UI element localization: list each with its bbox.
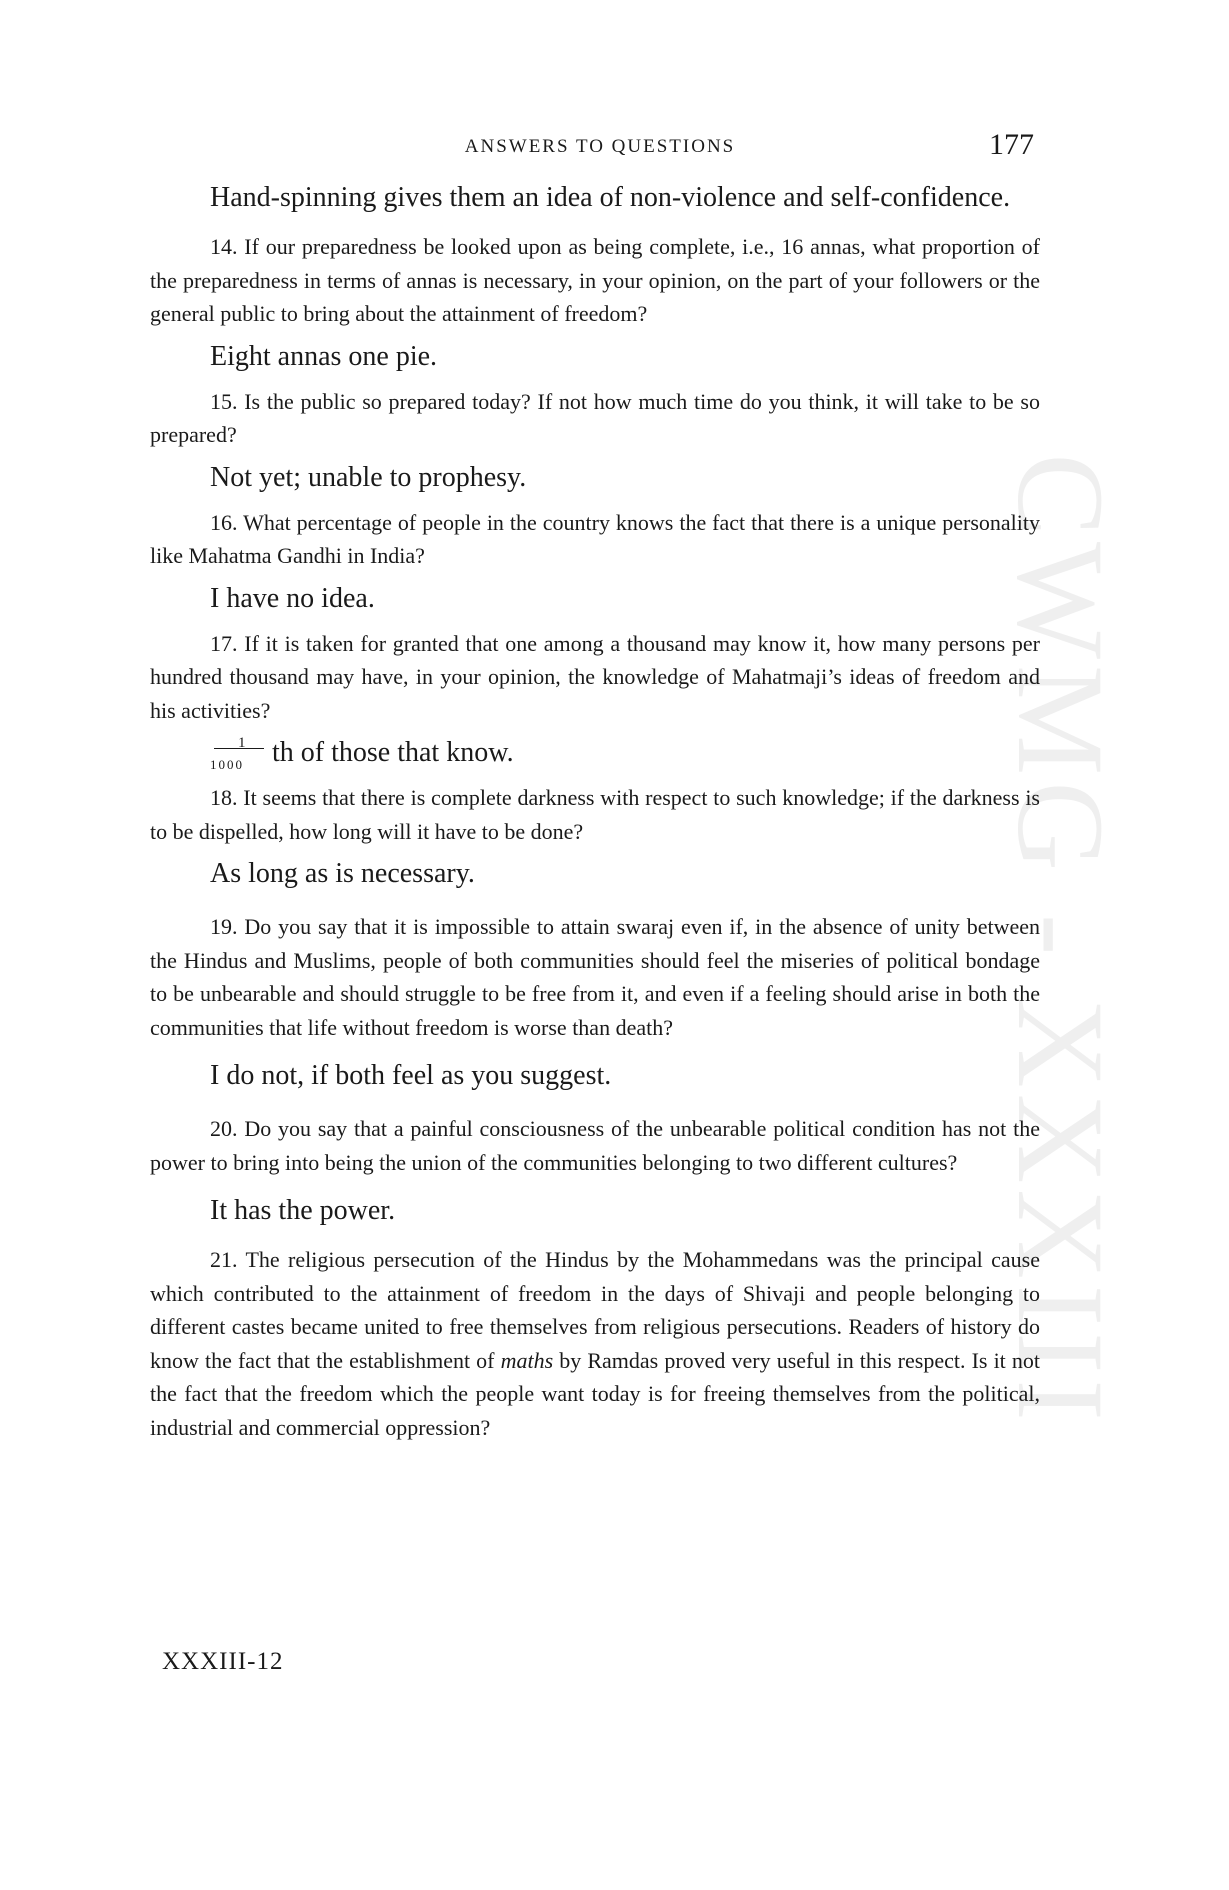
question-20: 20. Do you say that a painful consciousness of the unbearable political condition has not the power to bring into being the union of the communities belonging to two different cultures? <box>150 1116 1040 1175</box>
answer-16: I have no idea. <box>210 582 375 614</box>
volume-signature-mark: XXXIII-12 <box>162 1648 284 1675</box>
watermark-text: CWMG - XXXIII <box>992 453 1129 1427</box>
answer-15: Not yet; unable to prophesy. <box>210 461 527 493</box>
fraction-one-thousandth <box>210 735 272 772</box>
question-16: 16. What percentage of people in the country knows the fact that there is a unique personality like Mahatma Gandhi in India? <box>150 509 1040 568</box>
running-header-title: ANSWERS TO QUESTIONS <box>464 136 736 157</box>
question-21-italic: maths <box>500 1347 554 1373</box>
question-17: 17. If it is taken for granted that one among a thousand may know it, how many persons per hundred thousand may have, in your opinion, the knowledge of Mahatmaji’s ideas of freedom and his activities? <box>150 630 1040 723</box>
question-15: 15. Is the public so prepared today? If not how much time do you think, it will take to be so prepared? <box>150 388 1040 447</box>
fraction-denominator: 1000 <box>210 757 244 772</box>
answer-17-text: th of those that know. <box>272 737 514 768</box>
question-21-text-a: 21. The religious persecution of the Hindus by the Mohammedans was the principal cause which contributed to the attainment of freedom in the days of Shivaji and people belonging to different castes became united to free themselves from religious persecutions. Readers of history do know the fact that the establishment of <box>150 1247 1040 1373</box>
question-21 <box>150 1243 1040 1444</box>
question-19: 19. Do you say that it is impossible to attain swaraj even if, in the absence of unity between the Hindus and Muslims, people of both communities should feel the miseries of political bondage to be unbearable and should struggle to be free from it, and even if a feeling should arise in both the communities that life without freedom is worse than death? <box>150 914 1040 1040</box>
answer-20: It has the power. <box>210 1195 396 1226</box>
page-content <box>150 180 1040 1444</box>
fraction-numerator: 1 <box>238 735 246 751</box>
page-number: 177 <box>989 128 1034 161</box>
question-18: 18. It seems that there is complete darkness with respect to such knowledge; if the darkness is to be dispelled, how long will it have to be done? <box>150 785 1040 844</box>
answer-18: As long as is necessary. <box>210 858 475 889</box>
answer-19: I do not, if both feel as you suggest. <box>210 1060 612 1091</box>
question-14: 14. If our preparedness be looked upon as being complete, i.e., 16 annas, what proportion of the preparedness in terms of annas is necessary, in your opinion, on the part of your followers or the general public to bring about the attainment of freedom? <box>150 234 1040 326</box>
answer-13: Hand-spinning gives them an idea of non-violence and self-confidence. <box>210 182 1011 213</box>
question-21-text-b: by Ramdas proved very useful in this respect. Is it not the fact that the freedom which the people want today is for freeing themselves from the political, industrial and commercial oppression? <box>150 1347 1041 1440</box>
answer-14: Eight annas one pie. <box>210 340 438 372</box>
answer-17 <box>150 735 1040 771</box>
